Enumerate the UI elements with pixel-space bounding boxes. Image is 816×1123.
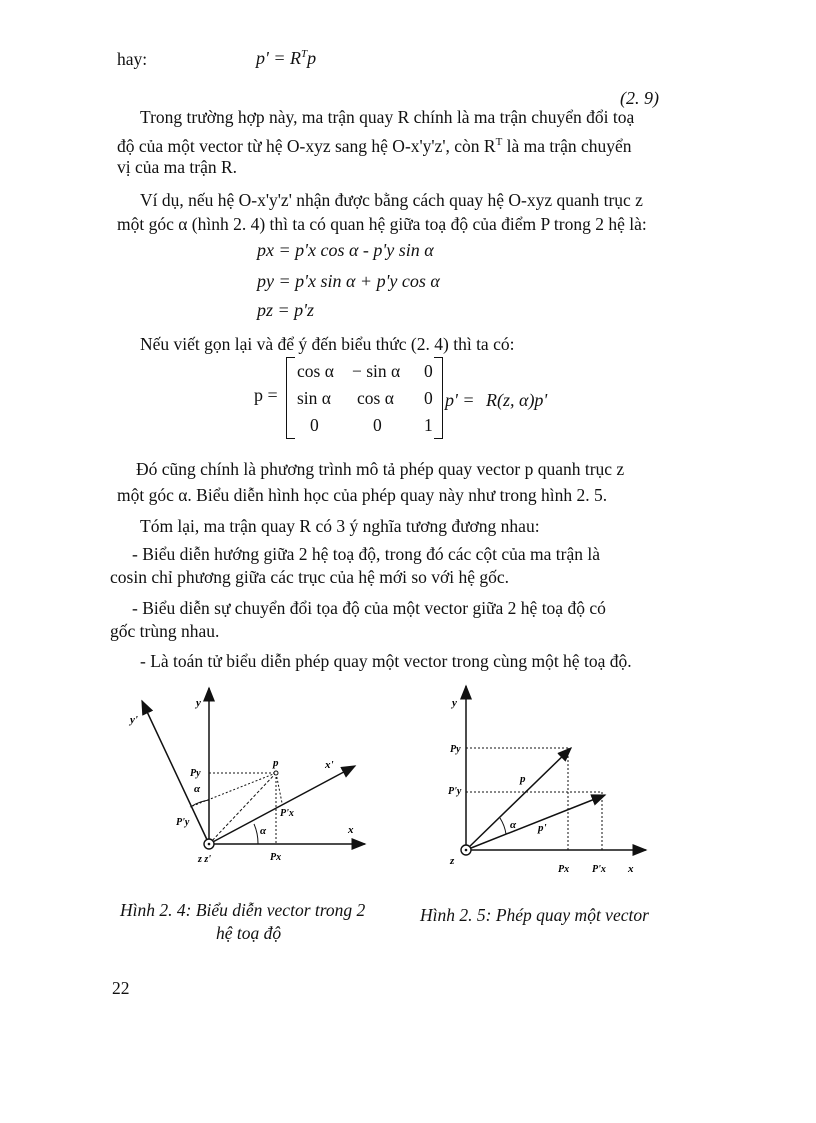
eq-2-9-number: (2. 9) [620,88,659,108]
bullet2-line1: - Biểu diễn sự chuyển đổi tọa độ của một vector giữa 2 hệ toạ độ có [132,598,606,618]
fig24-label-zz: z z' [198,854,212,865]
para4-line2: một góc α. Biểu diễn hình học của phép quay này như trong hình 2. 5. [117,485,608,505]
matrix-r1c3: 0 [424,361,433,381]
para1-line2 [117,131,632,157]
fig24-label-alpha-2: α [260,825,267,837]
fig24-proj-pyprime [190,773,276,807]
para2-line1: Ví dụ, nếu hệ O-x'y'z' nhận được bằng cách quay hệ O-xyz quanh trục z [140,190,643,210]
fig25-caption: Hình 2. 5: Phép quay một vector [420,905,649,925]
matrix-rhs2: R(z, α)p' [486,390,548,410]
figure-2-5 [440,680,660,880]
fig24-caption-line1: Hình 2. 4: Biểu diễn vector trong 2 [120,900,366,920]
fig24-xprime-axis [209,766,355,844]
matrix-left-bracket [286,357,295,439]
para3: Nếu viết gọn lại và để ý đến biểu thức (2. 4) thì ta có: [140,334,515,354]
bullet1-line2: cosin chỉ phương giữa các trục của hệ mới so với hệ gốc. [110,567,510,587]
fig25-label-x: x [628,863,634,875]
fig24-label-x: x [348,824,354,836]
eq-2-9-formula: p' = R [256,48,301,68]
matrix-r1c2: − sin α [352,361,401,381]
fig24-label-py: Py [190,768,201,779]
fig25-vector-pprime [466,795,605,850]
bullet3: - Là toán tử biểu diễn phép quay một vector trong cùng một hệ toạ độ. [140,651,632,671]
fig24-label-alpha-1: α [194,783,201,795]
fig25-label-p: p [520,773,526,785]
eq-2-9-sup: T [301,48,308,60]
fig25-label-py: Py [450,744,461,755]
para5: Tóm lại, ma trận quay R có 3 ý nghĩa tương đương nhau: [140,516,540,536]
matrix-rhs1: p' = [445,390,475,410]
fig24-origin-dot [208,843,211,846]
matrix-r2c1: sin α [297,388,331,408]
matrix-lhs: p = [254,385,278,405]
fig25-angle-arc [500,818,506,834]
fig25-origin-dot [465,849,468,852]
fig24-label-px: Px [270,852,282,863]
coord-pz: pz = p'z [257,300,315,320]
matrix-r2c3: 0 [424,388,433,408]
fig24-label-y: y [196,697,201,709]
bullet1-line1: - Biểu diễn hướng giữa 2 hệ toạ độ, trong đó các cột của ma trận là [132,544,601,564]
fig25-label-pprime: p' [538,822,547,834]
eq-2-9-tail: p [307,48,317,68]
matrix-right-bracket [434,357,443,439]
matrix-r3c2: 0 [373,415,382,435]
fig24-label-xprime: x' [325,759,334,771]
fig25-label-pyprime: P'y [448,786,462,797]
figure-2-4 [120,678,380,878]
para1-line2-text: độ của một vector từ hệ O-xyz sang hệ O-x'y'z', còn R [117,135,496,156]
fig24-point-p [274,771,278,775]
fig25-label-z: z [450,855,455,867]
para2-line2: một góc α (hình 2. 4) thì ta có quan hệ giữa toạ độ của điểm P trong 2 hệ là: [117,214,647,234]
fig24-label-pyprime: P'y [176,817,190,828]
coord-py: py = p'x sin α + p'y cos α [257,271,440,291]
figure-2-5-svg [440,680,660,880]
eq-2-9 [256,48,316,69]
coord-px: px = p'x cos α - p'y sin α [257,240,434,260]
fig25-label-y: y [452,697,457,709]
fig24-angle-arc-x [254,824,258,844]
fig24-label-p: p [273,757,279,769]
para4-line1: Đó cũng chính là phương trình mô tả phép quay vector p quanh trục z [136,459,625,479]
matrix-r3c1: 0 [310,415,319,435]
fig25-label-alpha: α [510,819,517,831]
fig24-caption-line2: hệ toạ độ [216,923,282,943]
fig24-label-pxprime: P'x [280,808,294,819]
para1-line3: vị của ma trận R. [117,157,238,177]
para1-line2-tail: là ma trận chuyển [502,135,632,156]
eq-label-hay: hay: [117,49,148,69]
bullet2-line2: gốc trùng nhau. [110,621,220,641]
fig25-label-pxprime: P'x [592,864,606,875]
fig25-label-px: Px [558,864,570,875]
fig25-vector-p [466,748,571,850]
fig24-proj-pxprime [276,773,282,803]
para1-line1: Trong trường hợp này, ma trận quay R chính là ma trận chuyển đổi toạ [140,107,635,127]
matrix-r2c2: cos α [357,388,394,408]
para1-line2-sup: T [495,136,503,148]
figure-2-4-svg [120,678,380,878]
fig24-label-yprime: y' [130,714,138,726]
matrix-r3c3: 1 [424,415,433,435]
page-number: 22 [112,978,130,998]
matrix-r1c1: cos α [297,361,334,381]
